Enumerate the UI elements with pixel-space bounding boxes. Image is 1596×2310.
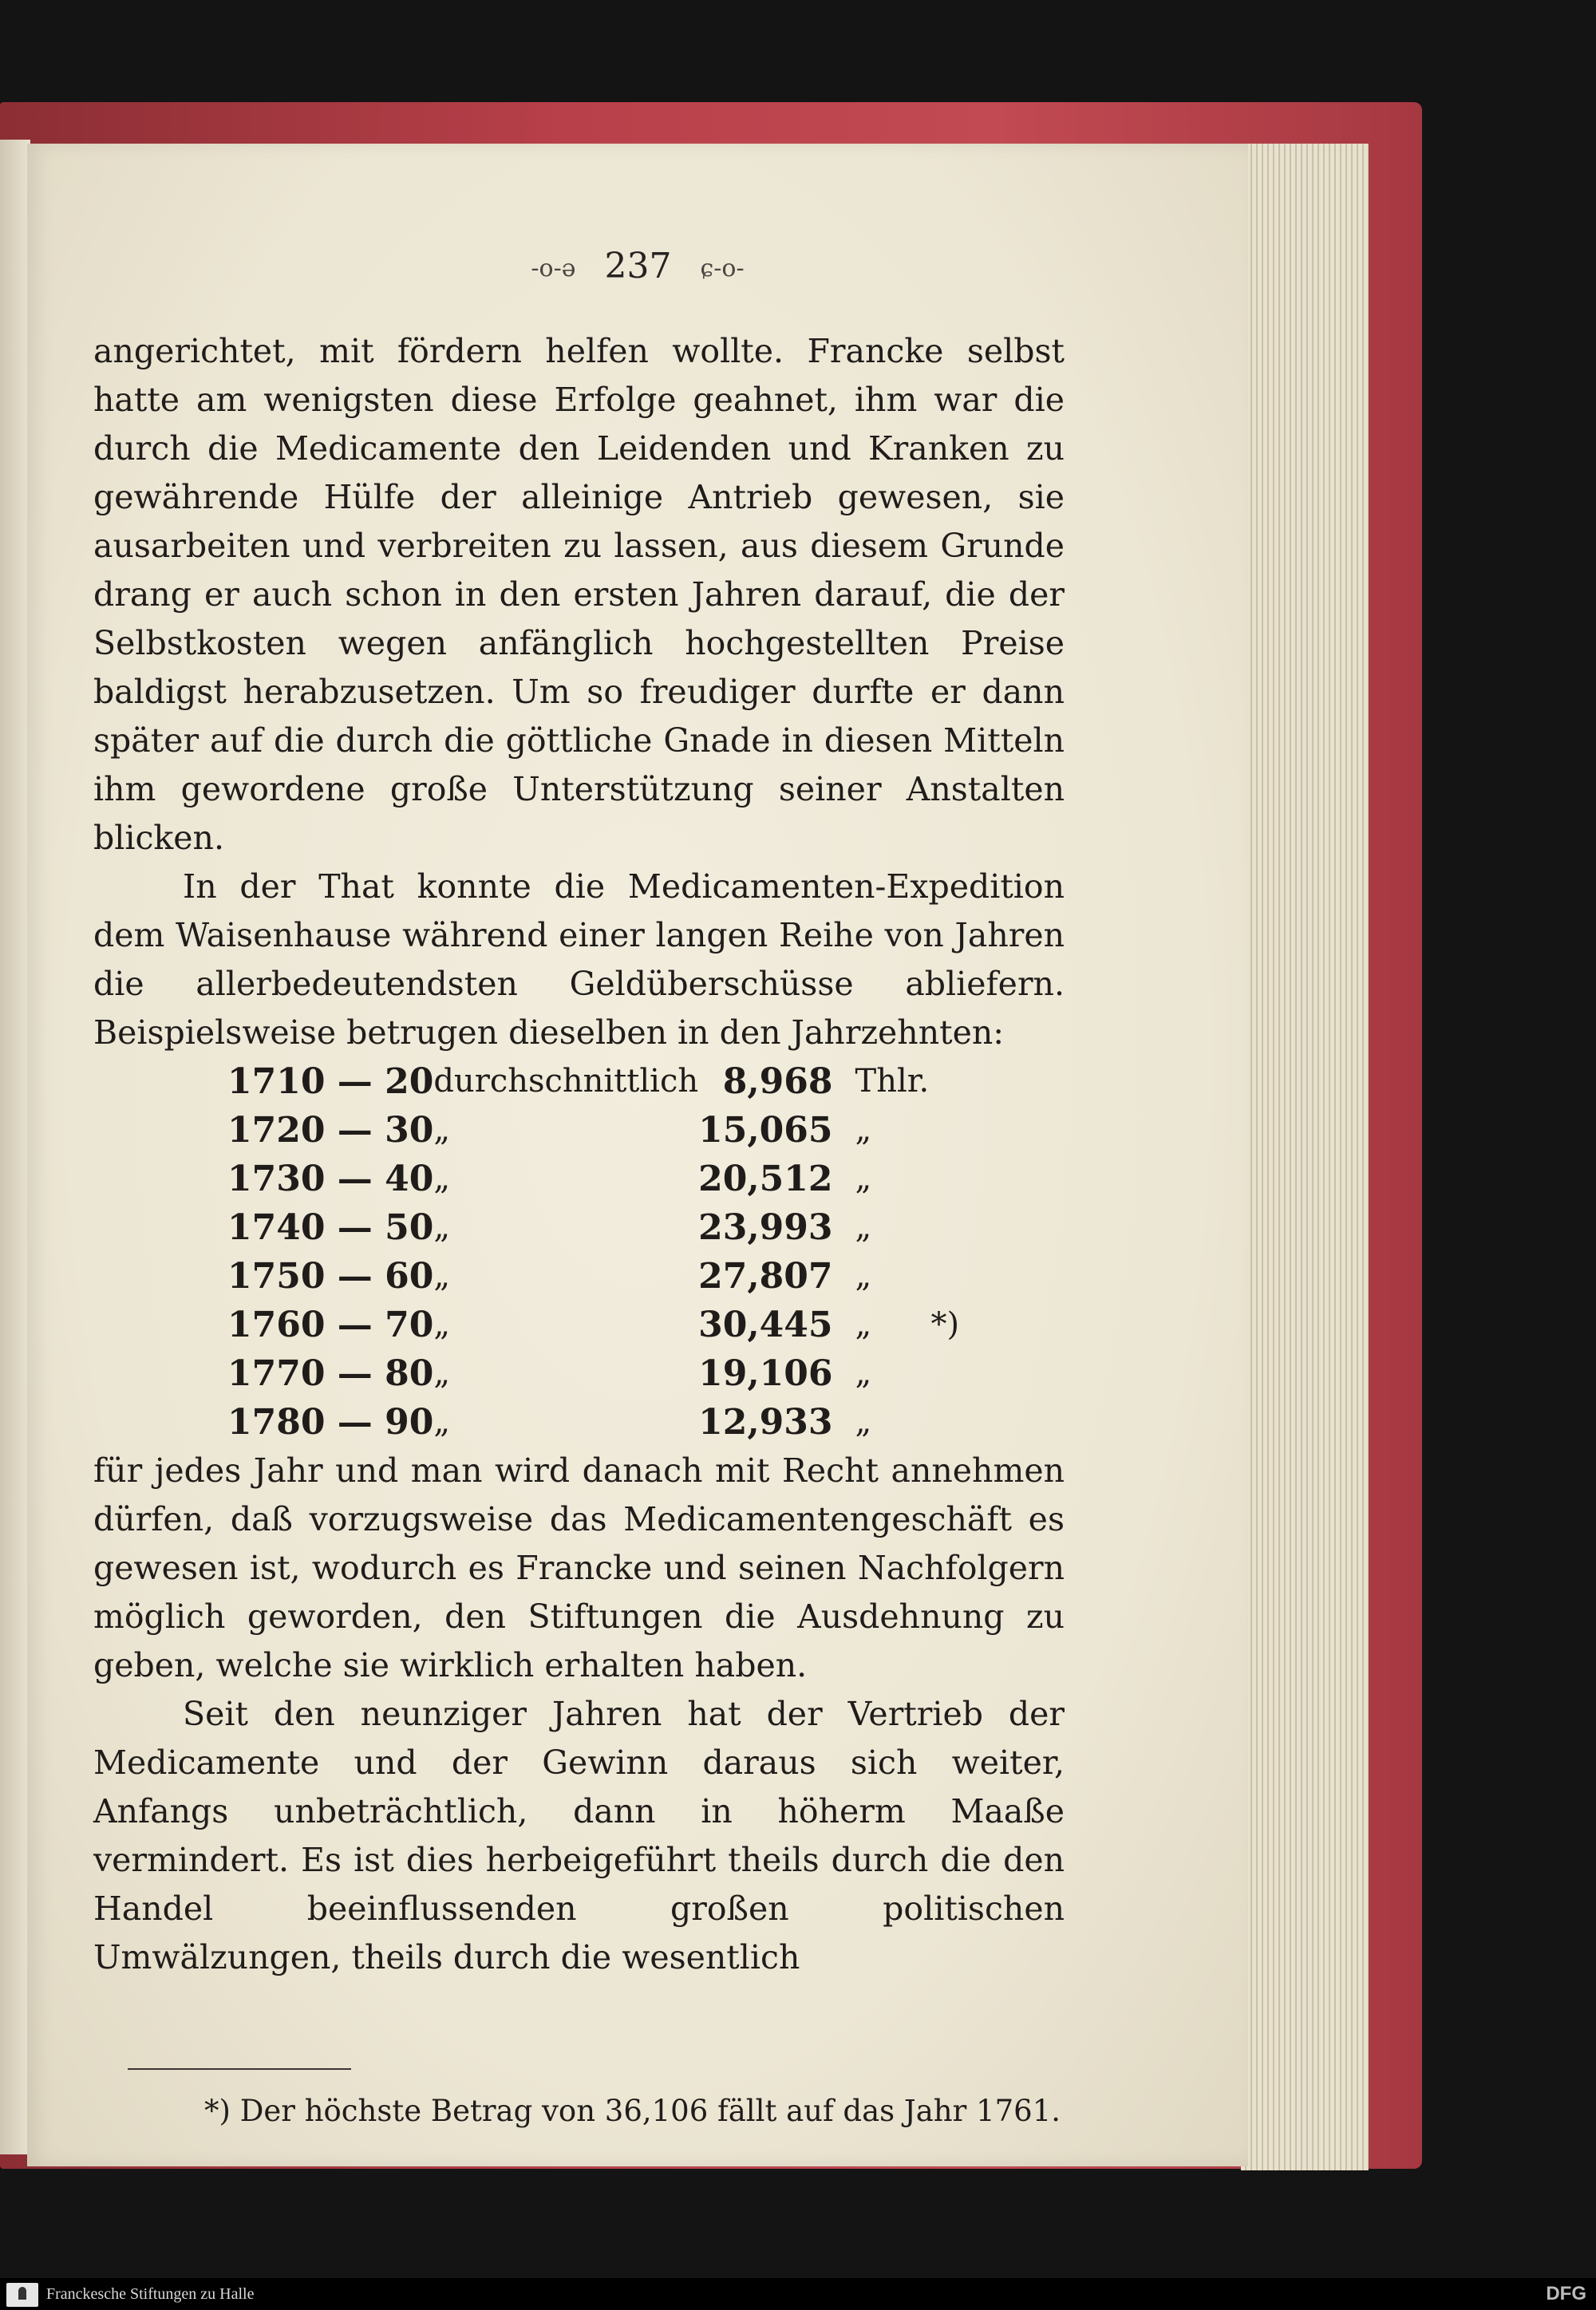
paragraph-4: Seit den neunziger Jahren hat der Vertrieb der Medicamente und der Gewinn daraus sich weiter, Anfangs unbeträchtlich, dann in höherm Maaße vermindert. Es ist dies herbeigeführt theils durch die den Handel beeinflussenden großen politischen Umwälzungen, theils durch die wesentlich — [93, 1695, 1065, 1976]
institution-logo-icon — [6, 2283, 38, 2307]
table-cell-unit: „ — [855, 1160, 872, 1197]
table-cell-amount: 23,993 — [698, 1207, 833, 1248]
table-cell-period: 1770 — 80 — [227, 1353, 434, 1394]
table-cell-note: *) — [930, 1306, 960, 1343]
revenue-table — [227, 1057, 959, 1447]
body-text — [93, 327, 1065, 1982]
paragraph-2: In der That konnte die Medicamenten-Expedition dem Waisenhause während einer langen Reihe von Jahren die allerbedeutendsten Geldüberschüsse abliefern. Beispielsweise betrugen dieselben in den Jahrzehnten: — [93, 867, 1065, 1052]
table-cell-amount: 12,933 — [698, 1402, 833, 1443]
paragraph-1: angerichtet, mit fördern helfen wollte. Francke selbst hatte am wenigsten diese Erfolge geahnet, ihm war die durch die Medicamente den Leidenden und Kranken zu gewährende Hülfe der alleinige Antrieb gewesen, sie ausarbeiten und verbreiten zu lassen, aus diesem Grunde drang er auch schon in den ersten Jahren darauf, die der Selbstkosten wegen anfänglich hochgestellten Preise baldigst herabzusetzen. Um so freudiger durfte er dann später auf die durch die göttliche Gnade in diesen Mitteln ihm gewordene große Unterstützung seiner Anstalten blicken. — [93, 332, 1065, 857]
table-row — [227, 1252, 959, 1301]
table-cell-period: 1720 — 30 — [227, 1110, 434, 1151]
table-cell-label: „ — [433, 1160, 451, 1197]
table-cell-label: „ — [433, 1404, 451, 1440]
footer-bar — [0, 2278, 1596, 2310]
table-cell-unit: Thlr. — [855, 1063, 930, 1100]
table-cell-period: 1740 — 50 — [227, 1207, 434, 1248]
ornament-right-icon: ɕ-o- — [700, 255, 745, 282]
table-cell-unit: „ — [855, 1306, 872, 1343]
table-cell-note — [931, 1155, 960, 1203]
table-row — [227, 1349, 959, 1398]
footnote-rule — [128, 2068, 351, 2070]
table-row — [227, 1057, 959, 1106]
table-cell-amount: 30,445 — [698, 1305, 833, 1345]
table-cell-period: 1780 — 90 — [227, 1402, 434, 1443]
table-row — [227, 1301, 959, 1349]
table-cell-note — [931, 1203, 960, 1252]
table-cell-amount: 27,807 — [698, 1256, 833, 1297]
dfg-badge: DFG — [1546, 2283, 1586, 2304]
table-row — [227, 1398, 959, 1447]
table-cell-unit: „ — [855, 1112, 872, 1148]
table-cell-period: 1750 — 60 — [227, 1256, 434, 1297]
table-cell-unit: „ — [855, 1355, 872, 1392]
table-cell-amount: 19,106 — [698, 1353, 833, 1394]
left-page-edge — [0, 140, 30, 2154]
table-cell-label: „ — [433, 1355, 451, 1392]
table-cell-note — [931, 1057, 960, 1106]
table-cell-note — [931, 1252, 960, 1301]
table-cell-note — [931, 1398, 960, 1447]
table-cell-amount: 8,968 — [722, 1061, 833, 1102]
table-cell-amount: 20,512 — [698, 1159, 833, 1199]
institution-name: Franckesche Stiftungen zu Halle — [46, 2285, 255, 2303]
table-cell-unit: „ — [855, 1209, 872, 1246]
table-cell-period: 1710 — 20 — [227, 1061, 434, 1102]
footnote: *) Der höchste Betrag von 36,106 fällt auf das Jahr 1761. — [204, 2094, 1061, 2128]
table-cell-note — [931, 1349, 960, 1398]
table-cell-note — [931, 1106, 960, 1155]
table-cell-period: 1760 — 70 — [227, 1305, 434, 1345]
table-cell-label: „ — [433, 1209, 451, 1246]
table-row — [227, 1203, 959, 1252]
table-row — [227, 1155, 959, 1203]
page-header — [27, 246, 1248, 286]
table-cell-unit: „ — [855, 1404, 872, 1440]
table-cell-label: durchschnittlich — [433, 1063, 699, 1100]
table-cell-label: „ — [433, 1258, 451, 1294]
table-cell-amount: 15,065 — [698, 1110, 833, 1151]
page-block-edges — [1241, 144, 1369, 2170]
table-row — [227, 1106, 959, 1155]
book-page — [27, 144, 1248, 2166]
table-cell-period: 1730 — 40 — [227, 1159, 434, 1199]
ornament-left-icon: -o-ǝ — [531, 255, 576, 282]
table-cell-unit: „ — [855, 1258, 872, 1294]
table-cell-label: „ — [433, 1112, 451, 1148]
page-number: 237 — [604, 246, 672, 286]
paragraph-3: für jedes Jahr und man wird danach mit Recht annehmen dürfen, daß vorzugsweise das Medicamentengeschäft es gewesen ist, wodurch es Francke und seinen Nachfolgern möglich geworden, den Stiftungen die Ausdehnung zu geben, welche sie wirklich erhalten haben. — [93, 1451, 1065, 1684]
table-cell-label: „ — [433, 1306, 451, 1343]
